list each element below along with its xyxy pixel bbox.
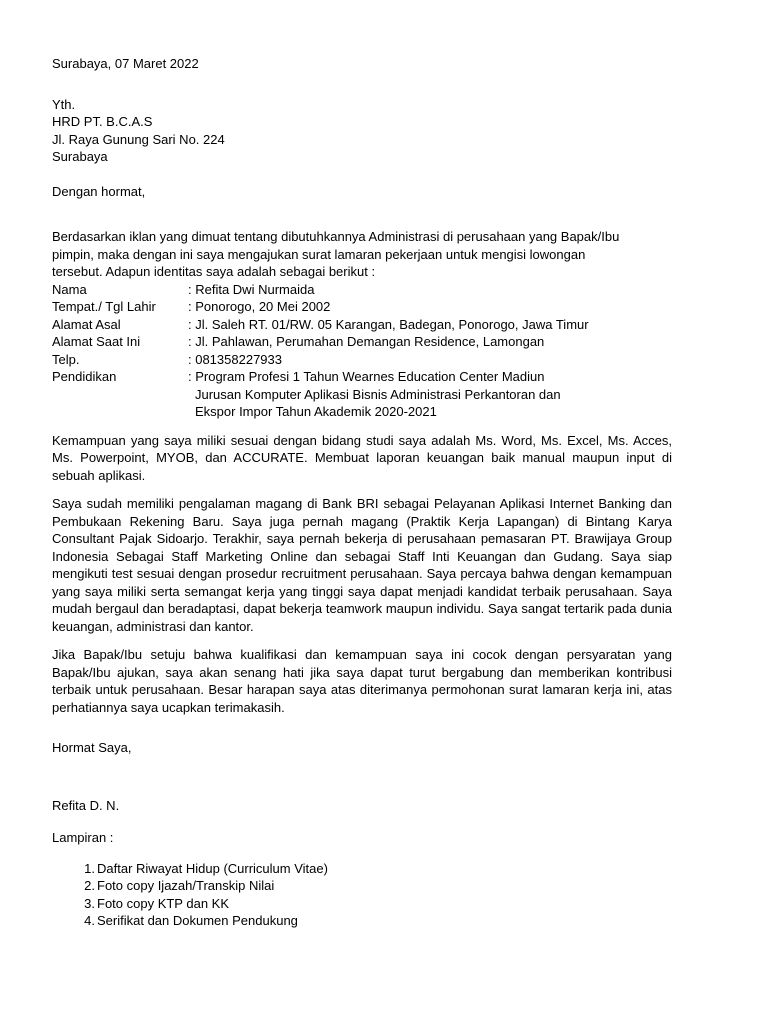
intro-line: pimpin, maka dengan ini saya mengajukan surat lamaran pekerjaan untuk mengisi lowongan <box>52 246 586 262</box>
list-text: Serifikat dan Dokumen Pendukung <box>97 913 298 928</box>
recipient-block <box>52 96 672 166</box>
identity-row-birth <box>52 298 672 316</box>
identity-row-current-address <box>52 333 672 351</box>
list-text: Daftar Riwayat Hidup (Curriculum Vitae) <box>97 860 328 876</box>
attachments-list <box>52 860 672 930</box>
list-number: 1. <box>84 860 95 876</box>
skills-paragraph: Kemampuan yang saya miliki sesuai dengan bidang studi saya adalah Ms. Word, Ms. Excel, Ms. Acces, Ms. Powerpoint, MYOB, dan ACCURATE. Membuat laporan keuangan baik manual maupun input di sebuah aplikasi. <box>52 432 672 483</box>
letter-page <box>52 55 672 930</box>
list-item <box>52 895 672 913</box>
list-item <box>52 877 672 895</box>
recipient-line: HRD PT. B.C.A.S <box>52 114 153 129</box>
intro-line: tersebut. Adapun identitas saya adalah sebagai berikut : <box>52 264 376 279</box>
list-item <box>52 912 672 930</box>
recipient-line: Surabaya <box>52 149 108 164</box>
closing-greeting: Hormat Saya, <box>52 740 132 755</box>
identity-table <box>52 281 672 421</box>
recipient-line: Jl. Raya Gunung Sari No. 224 <box>52 131 225 147</box>
list-item <box>52 860 672 878</box>
field-value: : 081358227933 <box>188 351 282 367</box>
identity-row-education <box>52 368 672 386</box>
intro-paragraph <box>52 228 672 281</box>
recipient-line: Yth. <box>52 96 76 112</box>
attachments-title: Lampiran : <box>52 830 114 845</box>
field-label: Pendidikan <box>52 369 117 384</box>
list-number: 4. <box>84 913 95 928</box>
education-continued-line: Ekspor Impor Tahun Akademik 2020-2021 <box>195 404 437 419</box>
field-label: Alamat Saat Ini <box>52 334 141 349</box>
letter-date: Surabaya, 07 Maret 2022 <box>52 56 199 71</box>
closing-paragraph: Jika Bapak/Ibu setuju bahwa kualifikasi dan kemampuan saya ini cocok dengan persyaratan yang Bapak/Ibu ajukan, saya akan senang hati jika saya dapat turut bergabung dan memberikan kontribusi terbaik untuk perusahaan. Besar harapan saya atas diterimanya permohonan surat lamaran kerja ini, atas perhatiannya saya ucapkan terimakasih. <box>52 647 672 715</box>
identity-row-phone <box>52 351 672 369</box>
field-label: Nama <box>52 281 87 297</box>
field-label: Tempat./ Tgl Lahir <box>52 299 156 314</box>
list-number: 3. <box>84 895 95 911</box>
education-continued-line: Jurusan Komputer Aplikasi Bisnis Administrasi Perkantoran dan <box>195 386 561 402</box>
salutation: Dengan hormat, <box>52 183 146 199</box>
signature-name: Refita D. N. <box>52 797 120 813</box>
field-value: : Jl. Pahlawan, Perumahan Demangan Residence, Lamongan <box>188 334 545 349</box>
list-text: Foto copy Ijazah/Transkip Nilai <box>97 878 275 893</box>
list-number: 2. <box>84 878 95 893</box>
field-value: : Jl. Saleh RT. 01/RW. 05 Karangan, Badegan, Ponorogo, Jawa Timur <box>188 316 589 332</box>
field-value: : Refita Dwi Nurmaida <box>188 281 315 297</box>
field-label: Telp. <box>52 351 80 367</box>
identity-row-name <box>52 281 672 299</box>
identity-row-origin-address <box>52 316 672 334</box>
field-label: Alamat Asal <box>52 316 121 332</box>
intro-line: Berdasarkan iklan yang dimuat tentang dibutuhkannya Administrasi di perusahaan yang Bapak/Ibu <box>52 229 620 244</box>
field-value: : Ponorogo, 20 Mei 2002 <box>188 299 331 314</box>
field-value: : Program Profesi 1 Tahun Wearnes Education Center Madiun <box>188 369 545 384</box>
experience-paragraph: Saya sudah memiliki pengalaman magang di Bank BRI sebagai Pelayanan Aplikasi Internet Banking dan Pembukaan Rekening Baru. Saya juga pernah magang (Praktik Kerja Lapangan) di Bintang Karya Consultant Pajak Sidoarjo. Terakhir, saya pernah bekerja di perusahaan pemasaran PT. Brawijaya Group Indonesia Sebagai Staff Marketing Online dan sebagai Staff Inti Keuangan dan Gudang. Saya siap mengikuti test sesuai dengan prosedur recruitment perusahaan. Saya percaya bahwa dengan kemampuan yang saya miliki serta semangat kerja yang tinggi saya dapat menjadi kandidat terbaik perusahaan. Saya mudah bergaul dan beradaptasi, dapat bekerja teamwork maupun individu. Saya sangat tertarik pada dunia keuangan, administrasi dan kantor. <box>52 496 672 634</box>
list-text: Foto copy KTP dan KK <box>97 895 229 911</box>
